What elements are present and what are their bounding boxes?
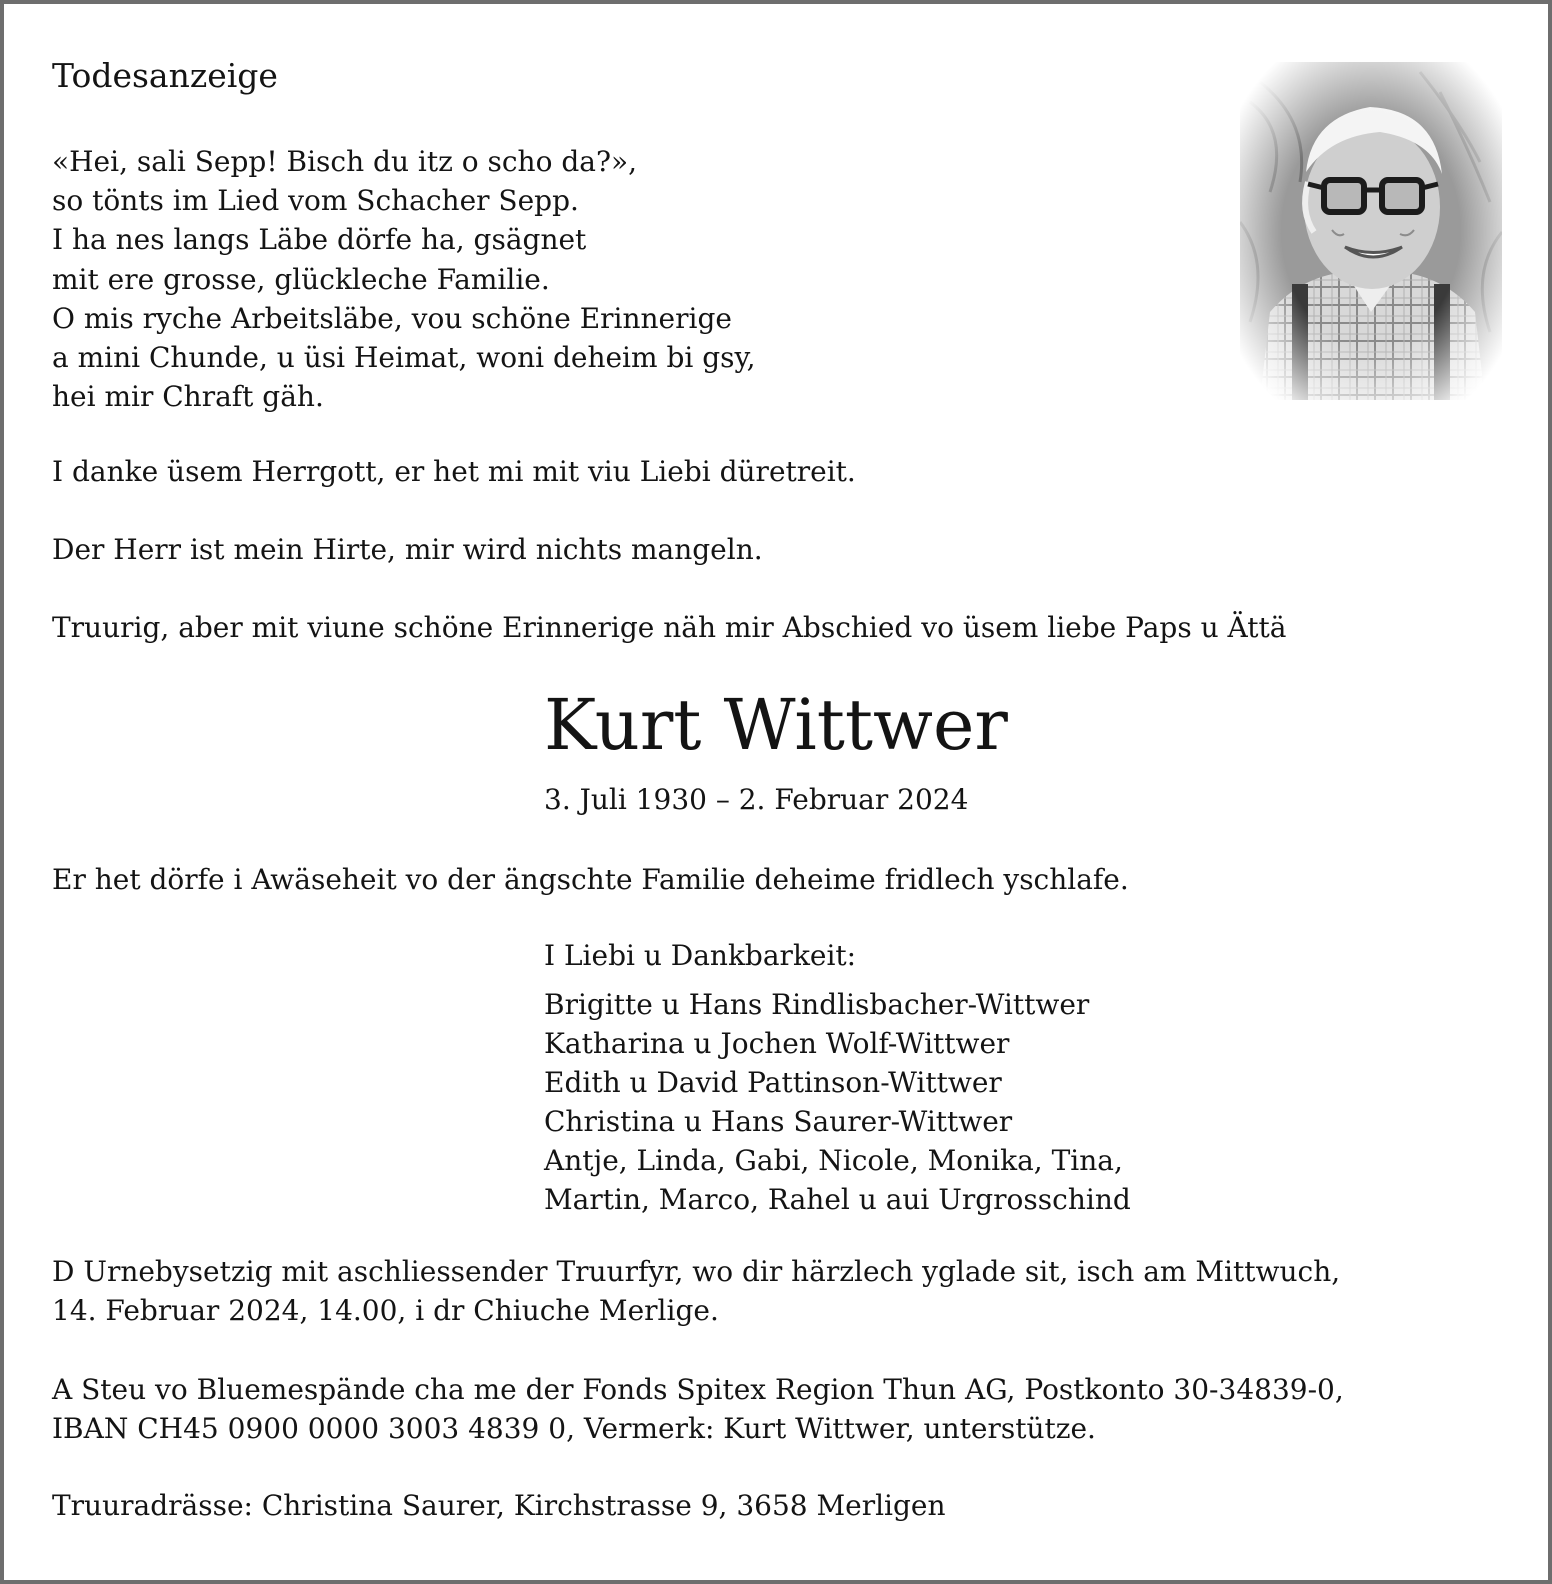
portrait-photo <box>1240 62 1502 400</box>
poem-line: so tönts im Lied vom Schacher Sepp. <box>52 184 579 218</box>
poem-line: mit ere grosse, glückleche Familie. <box>52 262 550 296</box>
life-dates: 3. Juli 1930 – 2. Februar 2024 <box>544 783 969 816</box>
family-member: Katharina u Jochen Wolf-Wittwer <box>544 1027 1010 1060</box>
funeral-info <box>52 1252 1340 1330</box>
poem-line: a mini Chunde, u üsi Heimat, woni deheim bi gsy, <box>52 340 756 374</box>
donation-line: IBAN CH45 0900 0000 3003 4839 0, Vermerk: Kurt Wittwer, unterstütze. <box>52 1412 1096 1446</box>
family-lead: I Liebi u Dankbarkeit: <box>544 939 857 972</box>
donation-info <box>52 1370 1344 1448</box>
poem-line: «Hei, sali Sepp! Bisch du itz o scho da?», <box>52 145 637 178</box>
donation-line: A Steu vo Bluemespände cha me der Fonds Spitex Region Thun AG, Postkonto 30-34839-0, <box>52 1373 1344 1406</box>
poem-line: O mis ryche Arbeitsläbe, vou schöne Erinnerige <box>52 301 732 335</box>
funeral-line: D Urnebysetzig mit aschliessender Truurfyr, wo dir härzlech yglade sit, isch am Mittwuch, <box>52 1255 1341 1288</box>
family-member: Edith u David Pattinson-Wittwer <box>544 1066 1002 1099</box>
deceased-name: Kurt Wittwer <box>544 684 1008 766</box>
family-member: Martin, Marco, Rahel u aui Urgrosschind <box>544 1183 1131 1216</box>
psalm-text: Der Herr ist mein Hirte, mir wird nichts mangeln. <box>52 533 763 566</box>
notice-heading: Todesanzeige <box>52 56 278 95</box>
family-member: Antje, Linda, Gabi, Nicole, Monika, Tina, <box>544 1144 1123 1177</box>
mourning-address: Truuradrässe: Christina Saurer, Kirchstrasse 9, 3658 Merligen <box>52 1489 946 1522</box>
poem-line: hei mir Chraft gäh. <box>52 380 324 414</box>
funeral-line: 14. Februar 2024, 14.00, i dr Chiuche Merlige. <box>52 1294 719 1328</box>
poem-line: I ha nes langs Läbe dörfe ha, gsägnet <box>52 223 587 257</box>
poem <box>52 142 756 416</box>
family-list <box>544 936 1131 1219</box>
thanks-text: I danke üsem Herrgott, er het mi mit viu Liebi düretreit. <box>52 455 856 488</box>
family-member: Brigitte u Hans Rindlisbacher-Wittwer <box>544 988 1090 1021</box>
family-member: Christina u Hans Saurer-Wittwer <box>544 1105 1013 1138</box>
farewell-text: Truurig, aber mit viune schöne Erinnerige näh mir Abschied vo üsem liebe Paps u Ättä <box>52 611 1287 644</box>
passing-text: Er het dörfe i Awäseheit vo der ängschte Familie deheime fridlech yschlafe. <box>52 863 1129 896</box>
